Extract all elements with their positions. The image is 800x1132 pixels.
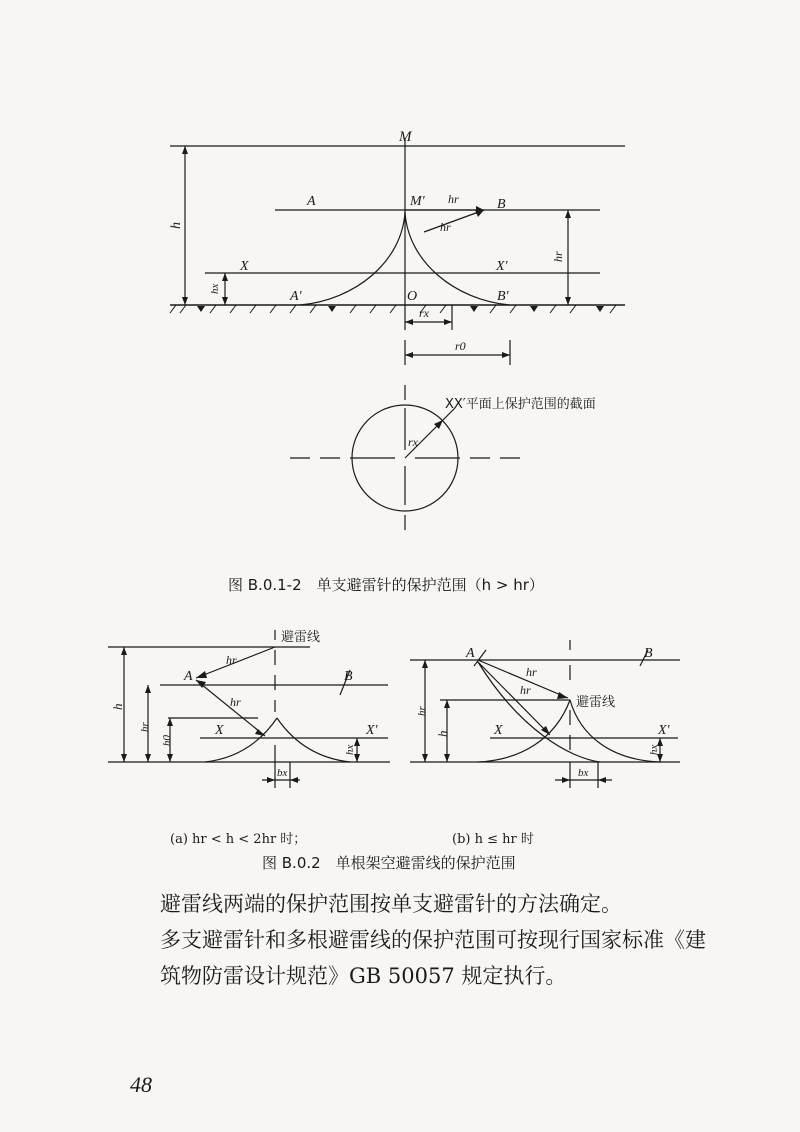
label-B-prime: B′: [497, 289, 509, 304]
label-A: A: [307, 194, 316, 209]
label-hr-right: hr: [551, 251, 565, 262]
panel-a-label-hr-diag: hr: [230, 695, 241, 709]
label-O: O: [407, 289, 418, 304]
label-rx: rx: [419, 306, 429, 320]
body-paragraph-2: 多支避雷针和多根避雷线的保护范围可按现行国家标准《建筑物防雷设计规范》GB 50057 规定执行。: [160, 928, 706, 988]
panel-b-label-B: B: [644, 646, 653, 661]
panel-a-label-hr-top: hr: [226, 653, 237, 667]
panel-b-subcaption: (b) h ≤ hr 时: [452, 832, 534, 847]
panel-b-label-X-prime: X′: [658, 723, 670, 738]
panel-a-label-hx: hx: [344, 744, 356, 755]
panel-b-label-X: X: [494, 723, 503, 738]
label-X-prime: X′: [496, 259, 508, 274]
label-h: h: [169, 222, 184, 229]
panel-b-wire-label: 避雷线: [576, 695, 616, 710]
panel-b-label-A: A: [466, 646, 475, 661]
panel-b-label-hr-side: hr: [416, 706, 428, 716]
label-r0: r0: [455, 339, 466, 353]
figure-overhead-ground-wire: [0, 600, 800, 850]
panel-a-subcaption: (a) hr < h < 2hr 时；: [170, 832, 307, 847]
label-hr-diag: hr: [440, 220, 451, 234]
panel-a-label-hr-side: hr: [139, 722, 151, 732]
panel-b-label-hr-diag: hr: [520, 683, 531, 697]
label-rx-circle: rx: [408, 435, 418, 449]
panel-a-label-A: A: [184, 669, 193, 684]
panel-b-label-h: h: [435, 730, 450, 737]
panel-a-label-bx: bx: [277, 767, 288, 779]
figure1-caption: 图 B.0.1-2 单支避雷针的保护范围（h > hr）: [228, 576, 544, 594]
label-A-prime: A′: [290, 289, 302, 304]
panel-a-label-X-prime: X′: [366, 723, 378, 738]
panel-b-label-hr-top: hr: [526, 665, 537, 679]
label-M: M: [399, 129, 412, 145]
label-hr-top: hr: [448, 192, 459, 206]
panel-a-label-h0: h0: [161, 735, 173, 746]
body-paragraph-1: 避雷线两端的保护范围按单支避雷针的方法确定。: [160, 892, 622, 916]
panel-a-label-B: B: [344, 669, 353, 684]
panel-a-label-h: h: [110, 703, 125, 710]
panel-a-wire-label: 避雷线: [281, 630, 321, 645]
label-B: B: [497, 197, 506, 212]
label-M-prime: M′: [410, 194, 425, 209]
panel-b-label-hx: hx: [648, 744, 660, 755]
figure2-caption: 图 B.0.2 单根架空避雷线的保护范围: [262, 854, 516, 872]
panel-b-label-bx: bx: [578, 767, 589, 779]
label-hx: hx: [209, 283, 221, 294]
page-number: 48: [130, 1072, 152, 1097]
label-X: X: [240, 259, 249, 274]
panel-a-label-X: X: [215, 723, 224, 738]
section-note: XX′平面上保护范围的截面: [445, 397, 596, 412]
